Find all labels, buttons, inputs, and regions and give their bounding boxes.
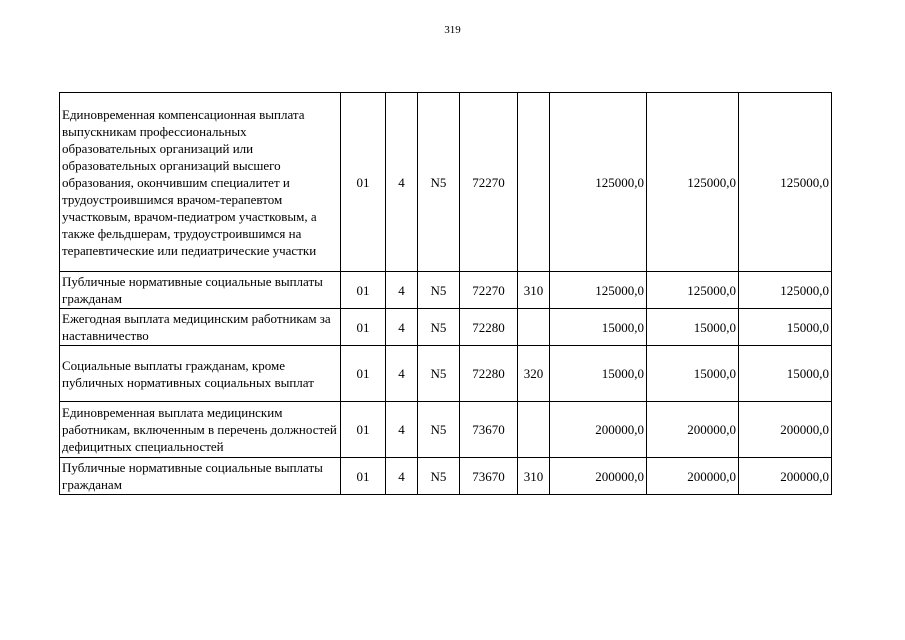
row-sum-2: 125000,0: [647, 272, 739, 309]
row-expense-type: [518, 402, 550, 458]
row-subprogram: 4: [386, 93, 418, 272]
table-row: [60, 402, 832, 458]
row-name: Единовременная компенсационная выплата выпускникам профессиональных образовательных организаций или образовательных организаций высшего образования, окончившим специалитет и трудоустроившимся врачом-терапевтом участковым, врачом-педиатром участковым, а также фельдшерам, трудоустроившимся на терапевтические или педиатрические участки: [60, 93, 341, 272]
row-sum-1: 125000,0: [550, 272, 647, 309]
row-sum-2: 125000,0: [647, 93, 739, 272]
row-name: Публичные нормативные социальные выплаты гражданам: [60, 272, 341, 309]
row-expense-type: 310: [518, 272, 550, 309]
row-expense-code: 72270: [460, 272, 518, 309]
row-expense-code: 73670: [460, 402, 518, 458]
row-expense-type: 320: [518, 346, 550, 402]
row-expense-code: 72270: [460, 93, 518, 272]
row-sum-1: 125000,0: [550, 93, 647, 272]
row-sum-2: 15000,0: [647, 346, 739, 402]
page-number: 319: [444, 24, 461, 36]
row-direction: N5: [418, 402, 460, 458]
row-direction: N5: [418, 309, 460, 346]
row-expense-type: 310: [518, 458, 550, 495]
row-sum-3: 200000,0: [739, 458, 832, 495]
row-direction: N5: [418, 458, 460, 495]
row-expense-code: 72280: [460, 309, 518, 346]
row-name: Ежегодная выплата медицинским работникам за наставничество: [60, 309, 341, 346]
row-name: Единовременная выплата медицинским работникам, включенным в перечень должностей дефицитных специальностей: [60, 402, 341, 458]
row-subprogram: 4: [386, 402, 418, 458]
row-program: 01: [341, 346, 386, 402]
row-subprogram: 4: [386, 458, 418, 495]
row-expense-type: [518, 93, 550, 272]
row-sum-1: 15000,0: [550, 346, 647, 402]
row-subprogram: 4: [386, 346, 418, 402]
row-sum-1: 15000,0: [550, 309, 647, 346]
row-program: 01: [341, 309, 386, 346]
row-sum-3: 125000,0: [739, 93, 832, 272]
row-subprogram: 4: [386, 309, 418, 346]
row-direction: N5: [418, 346, 460, 402]
row-sum-3: 125000,0: [739, 272, 832, 309]
row-sum-2: 200000,0: [647, 402, 739, 458]
row-sum-1: 200000,0: [550, 402, 647, 458]
row-expense-type: [518, 309, 550, 346]
row-sum-3: 15000,0: [739, 309, 832, 346]
row-direction: N5: [418, 93, 460, 272]
row-sum-1: 200000,0: [550, 458, 647, 495]
row-program: 01: [341, 93, 386, 272]
row-subprogram: 4: [386, 272, 418, 309]
row-name: Публичные нормативные социальные выплаты гражданам: [60, 458, 341, 495]
table-row: [60, 93, 832, 272]
row-sum-3: 200000,0: [739, 402, 832, 458]
budget-table: [59, 92, 832, 495]
row-expense-code: 73670: [460, 458, 518, 495]
row-sum-3: 15000,0: [739, 346, 832, 402]
row-expense-code: 72280: [460, 346, 518, 402]
row-sum-2: 15000,0: [647, 309, 739, 346]
table-row: [60, 309, 832, 346]
row-name: Социальные выплаты гражданам, кроме публичных нормативных социальных выплат: [60, 346, 341, 402]
row-program: 01: [341, 402, 386, 458]
row-sum-2: 200000,0: [647, 458, 739, 495]
row-program: 01: [341, 458, 386, 495]
row-program: 01: [341, 272, 386, 309]
row-direction: N5: [418, 272, 460, 309]
table-row: [60, 458, 832, 495]
table-row: [60, 346, 832, 402]
table-row: [60, 272, 832, 309]
